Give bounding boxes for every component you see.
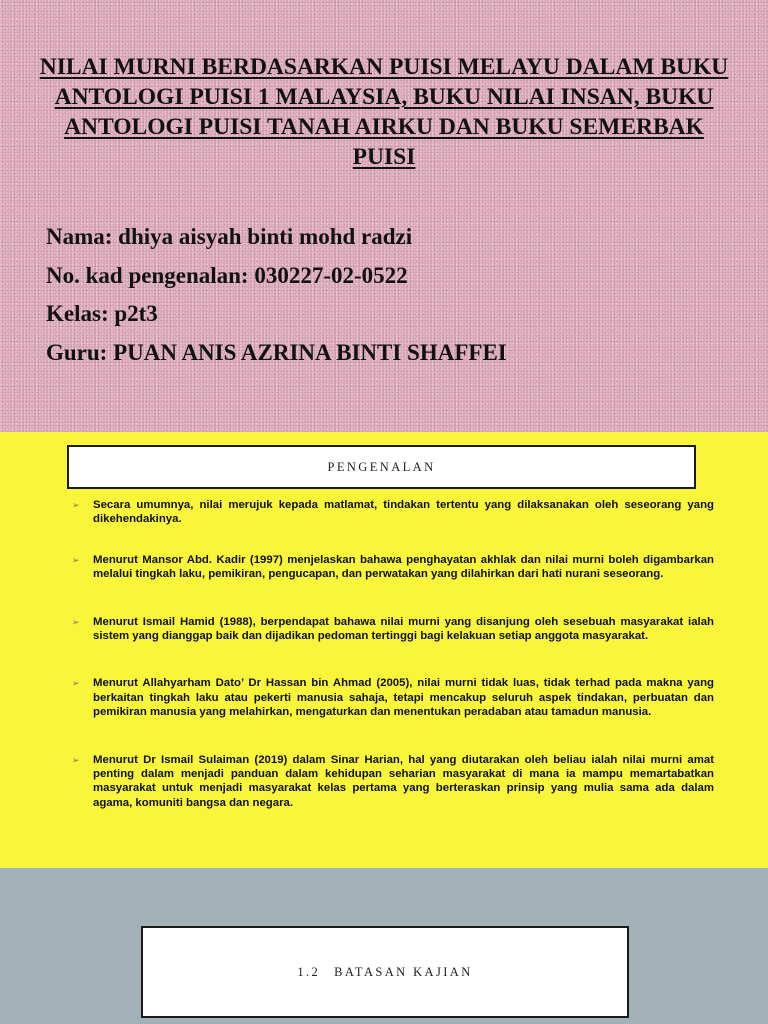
student-class: Kelas: p2t3 bbox=[46, 301, 158, 326]
list-item bbox=[72, 676, 714, 719]
title-slide bbox=[0, 0, 768, 432]
section-heading bbox=[67, 445, 696, 489]
arrow-bullet-icon: ➢ bbox=[72, 616, 80, 627]
teacher-name: Guru: PUAN ANIS AZRINA BINTI SHAFFEI bbox=[46, 339, 507, 365]
student-name: Nama: dhiya aisyah binti mohd radzi bbox=[46, 224, 413, 249]
point-text: Menurut Dr Ismail Sulaiman (2019) dalam Sinar Harian, hal yang diutarakan oleh beliau ialah nilai murni amat penting dalam menjadi panduan dalam kehidupan seharian masyarakat di mana ia mampu memartabatkan masyarakat untuk menjadi masyarakat kelas pertama yang berteraskan prinsip yang mulia sama ada dalam agama, komuniti bangsa dan negara. bbox=[93, 753, 714, 809]
point-text: Menurut Mansor Abd. Kadir (1997) menjelaskan bahawa penghayatan akhlak dan nilai murni boleh digambarkan melalui tingkah laku, pemikiran, pengucapan, dan perwatakan yang dilahirkan dari hati nurani seseorang. bbox=[93, 553, 714, 581]
section-title-box bbox=[141, 926, 629, 1018]
student-ic-number: No. kad pengenalan: 030227-02-0522 bbox=[46, 262, 408, 288]
arrow-bullet-icon: ➢ bbox=[72, 500, 80, 510]
section-heading-text: PENGENALAN bbox=[327, 459, 436, 474]
document-title: NILAI MURNI BERDASARKAN PUISI MELAYU DALAM BUKU ANTOLOGI PUISI 1 MALAYSIA, BUKU NILAI INSAN, BUKU ANTOLOGI PUISI TANAH AIRKU DAN BUKU SEMERBAK PUISI bbox=[39, 54, 729, 170]
point-text: Menurut Allahyarham Dato’ Dr Hassan bin Ahmad (2005), nilai murni tidak luas, tidak terhad pada makna yang berkaitan tingkah laku atau pekerti manusia sahaja, tetapi mencakup seluruh aspek tindakan, perbuatan dan pemikiran manusia yang melahirkan, mengaturkan dan menentukan peradaban atau tamadun manusia. bbox=[93, 677, 714, 719]
arrow-bullet-icon: ➢ bbox=[72, 678, 80, 689]
section-number: 1.2 bbox=[297, 964, 321, 979]
list-item bbox=[72, 553, 714, 582]
list-item bbox=[72, 753, 714, 811]
arrow-bullet-icon: ➢ bbox=[72, 754, 80, 765]
list-item bbox=[72, 615, 714, 644]
section-title: BATASAN KAJIAN bbox=[334, 964, 473, 979]
list-item bbox=[72, 498, 714, 527]
arrow-bullet-icon: ➢ bbox=[72, 554, 80, 565]
pengenalan-slide bbox=[0, 432, 768, 868]
student-info bbox=[46, 218, 507, 372]
points-list bbox=[72, 498, 714, 810]
batasan-kajian-slide bbox=[0, 868, 768, 1024]
point-text: Menurut Ismail Hamid (1988), berpendapat bahawa nilai murni yang disanjung oleh sesebuah masyarakat ialah sistem yang dianggap baik dan dijadikan pedoman tertinggi bagi kelakuan setiap anggota masyarakat. bbox=[93, 615, 714, 643]
point-text: Secara umumnya, nilai merujuk kepada matlamat, tindakan tertentu yang dilaksanakan oleh seseorang yang dikehendakinya. bbox=[93, 499, 714, 526]
